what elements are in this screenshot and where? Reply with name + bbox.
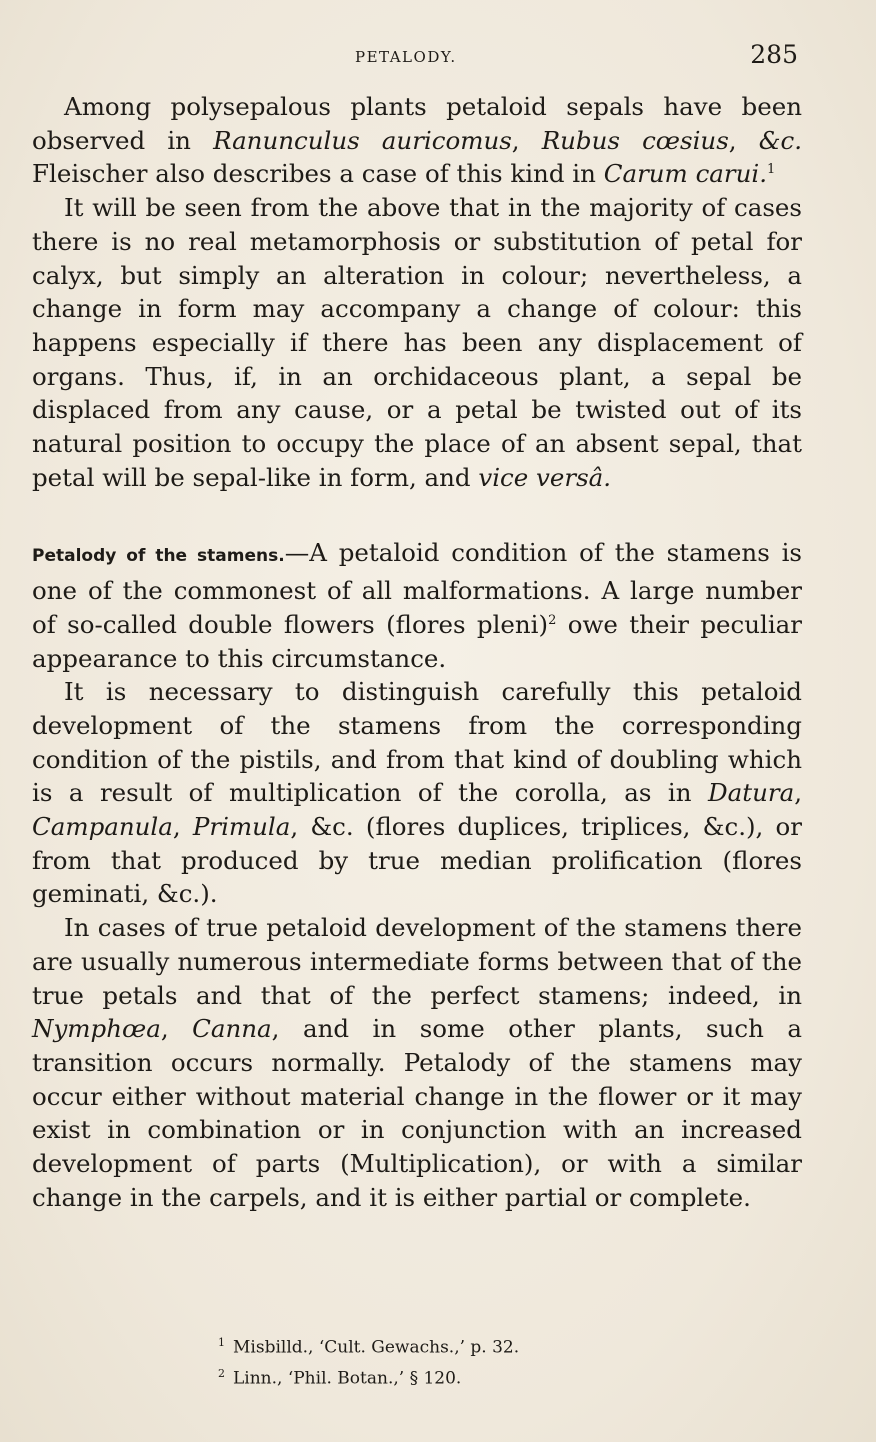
taxon-name: Rubus cœsius bbox=[541, 125, 729, 155]
taxon-name: Ranunculus auricomus bbox=[213, 125, 512, 155]
taxon-name: Primula bbox=[192, 812, 291, 842]
footnote-text: Misbilld., ‘Cult. Gewachs.,’ p. 32. bbox=[233, 1337, 520, 1358]
taxon-name: Nymphœa bbox=[32, 1014, 161, 1044]
latin-phrase: vice versâ. bbox=[478, 462, 612, 492]
taxon-name: Canna bbox=[192, 1014, 272, 1044]
taxon-name: Datura bbox=[708, 778, 795, 808]
footnote bbox=[218, 1361, 519, 1392]
footnotes bbox=[218, 1330, 519, 1391]
footnote-number: 2 bbox=[218, 1366, 225, 1380]
section-gap bbox=[32, 494, 802, 536]
footnote-ref: 2 bbox=[548, 612, 557, 628]
paragraph-petalody-stamens: Petalody of the stamens.—A petaloid condition of the stamens is one of the commonest of all malformations. A large number of so-called double flowers (flores pleni)$^2$ owe their peculiar appearance to this circumstance. bbox=[32, 538, 802, 673]
paragraph-distinguish: It is necessary to distinguish carefully this petaloid development of the stamens from the corresponding condition of the pistils, and from that kind of doubling which is a result of multiplication of the corolla, as in Datura, Campanula, Primula, &c. (flores duplices, triplices, &c.), or from that produced by true median prolification (flores geminati, &c.). bbox=[32, 677, 802, 909]
running-head: PETALODY. bbox=[355, 48, 457, 66]
paragraph-intermediate-forms: In cases of true petaloid development of the stamens there are usually numerous intermediate forms between that of the true petals and that of the perfect stamens; indeed, in Nymphœa, Canna, and in some other plants, such a transition occurs normally. Petalody of the stamens may occur either without material change in the flower or it may exist in combination or in conjunction with an increased development of parts (Multiplication), or with a similar change in the carpels, and it is either partial or complete. bbox=[32, 913, 802, 1212]
taxon-name: Campanula bbox=[32, 812, 173, 842]
etcetera: &c. bbox=[758, 125, 803, 155]
page-header bbox=[0, 40, 876, 80]
footnote-number: 1 bbox=[218, 1336, 225, 1349]
footnote-text: Linn., ‘Phil. Botan.,’ § 120. bbox=[233, 1368, 462, 1389]
footnote-ref: 1 bbox=[767, 162, 776, 178]
section-heading: Petalody of the stamens. bbox=[32, 546, 285, 567]
footnote bbox=[218, 1330, 519, 1361]
paragraph-petaloid-sepals: Among polysepalous plants petaloid sepals have been observed in Ranunculus auricomus, Rubus cœsius, &c. Fleischer also describes a case of this kind in Carum carui.$^1$ bbox=[32, 92, 803, 189]
taxon-name: Carum carui. bbox=[603, 159, 768, 189]
page-number: 285 bbox=[750, 40, 798, 69]
paragraph-form-change: It will be seen from the above that in the majority of cases there is no real metamorphosis or substitution of petal for calyx, but simply an alteration in colour; nevertheless, a change in form may accompany a change of colour: this happens especially if there has been any displacement of organs. Thus, if, in an orchidaceous plant, a sepal be displaced from any cause, or a petal be twisted out of its natural position to occupy the place of an absent sepal, that petal will be sepal-like in form, and vice versâ. bbox=[32, 193, 802, 492]
body-text bbox=[32, 90, 802, 1215]
